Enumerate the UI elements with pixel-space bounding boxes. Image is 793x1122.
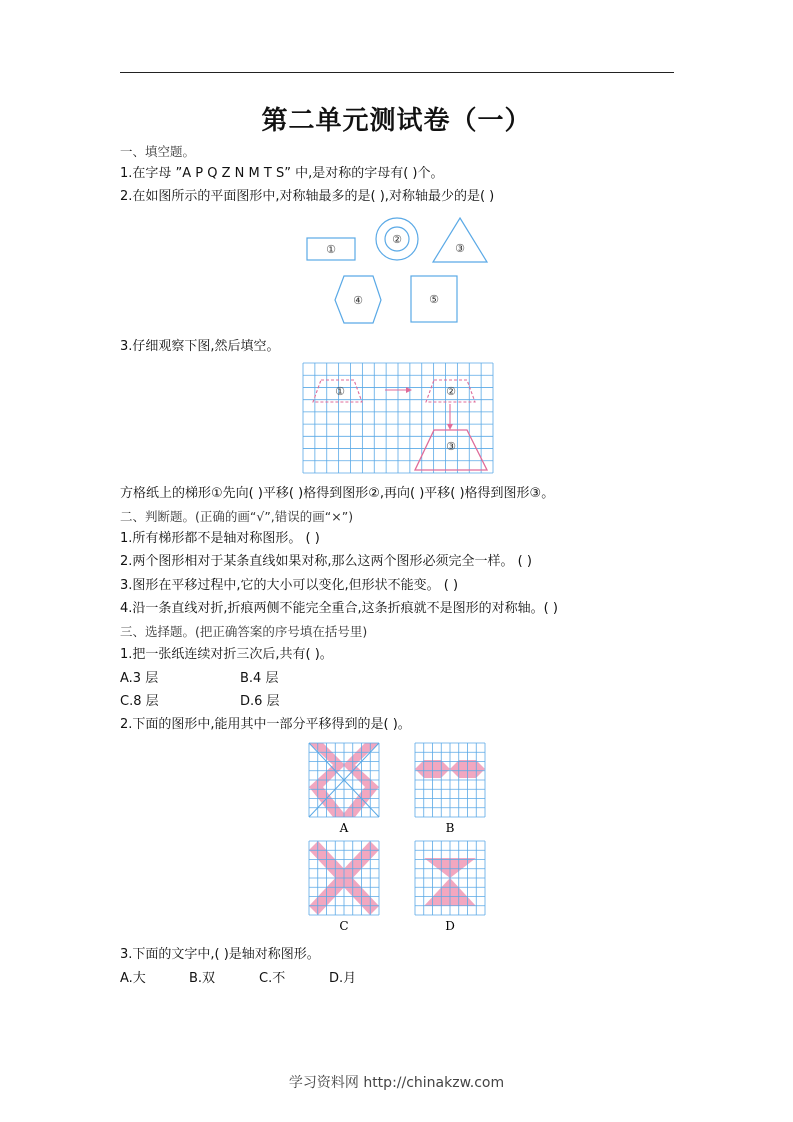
- choice-3-option-c: C.不: [259, 971, 286, 986]
- shape-label-4: ④: [353, 294, 363, 307]
- header-rule: [120, 72, 674, 73]
- choice-3-option-d: D.月: [329, 971, 357, 986]
- choice-3-option-b: B.双: [189, 971, 216, 986]
- grid-caption-a: A: [339, 821, 349, 835]
- shape-label-1: ①: [326, 243, 336, 256]
- shape-label-2: ②: [392, 233, 402, 246]
- judge-item-3: 3.图形在平移过程中,它的大小可以变化,但形状不能变。 ( ): [120, 578, 459, 593]
- choice-1-option-d: D.6 层: [240, 694, 280, 709]
- judge-item-2: 2.两个图形相对于某条直线如果对称,那么这两个图形必须完全一样。 ( ): [120, 554, 532, 569]
- question-1-2: 2.在如图所示的平面图形中,对称轴最多的是( ),对称轴最少的是( ): [120, 189, 495, 204]
- grid-label-3: ③: [446, 440, 456, 453]
- arrow-down-head: [447, 424, 453, 430]
- question-1-3: 3.仔细观察下图,然后填空。: [120, 339, 280, 354]
- section-heading-true-false: 二、判断题。(正确的画“√”,错误的画“×”): [120, 509, 354, 524]
- judge-item-1: 1.所有梯形都不是轴对称图形。 ( ): [120, 531, 320, 546]
- choice-3-option-a: A.大: [120, 971, 146, 986]
- section-heading-fill-blank: 一、填空题。: [120, 144, 196, 159]
- choice-1-option-b: B.4 层: [240, 671, 279, 686]
- grid-option-c: [309, 841, 379, 915]
- grid-option-a: [309, 743, 379, 817]
- translation-grid-figure: [302, 362, 494, 474]
- shapes-figure: [300, 212, 500, 327]
- choice-1-option-c: C.8 层: [120, 694, 159, 709]
- grid-label-2: ②: [446, 385, 456, 398]
- arrow-right-head: [406, 387, 412, 393]
- grid-option-d: [415, 841, 485, 915]
- choice-grid-figures: [300, 740, 500, 936]
- choice-1-option-a: A.3 层: [120, 671, 159, 686]
- grid-caption-b: B: [445, 821, 455, 835]
- grid-caption-d: D: [445, 919, 455, 933]
- page-title: 第二单元测试卷（一）: [261, 106, 532, 136]
- question-1-3-answer: 方格纸上的梯形①先向( )平移( )格得到图形②,再向( )平移( )格得到图形③。: [120, 486, 555, 501]
- choice-question-3: 3.下面的文字中,( )是轴对称图形。: [120, 947, 320, 962]
- shape-label-5: ⑤: [429, 293, 439, 306]
- grid-label-1: ①: [335, 385, 345, 398]
- choice-question-2: 2.下面的图形中,能用其中一部分平移得到的是( )。: [120, 717, 411, 732]
- shape-label-3: ③: [455, 242, 465, 255]
- triangle-shape: [433, 218, 487, 262]
- grid-option-b: [415, 743, 485, 817]
- choice-question-1: 1.把一张纸连续对折三次后,共有( )。: [120, 647, 333, 662]
- judge-item-4: 4.沿一条直线对折,折痕两侧不能完全重合,这条折痕就不是图形的对称轴。( ): [120, 601, 558, 616]
- section-heading-choice: 三、选择题。(把正确答案的序号填在括号里): [120, 624, 368, 639]
- footer-watermark: 学习资料网 http://chinakzw.com: [288, 1075, 505, 1091]
- grid-caption-c: C: [339, 919, 349, 933]
- question-1-1: 1.在字母 ”A P Q Z N M T S” 中,是对称的字母有( )个。: [120, 166, 444, 181]
